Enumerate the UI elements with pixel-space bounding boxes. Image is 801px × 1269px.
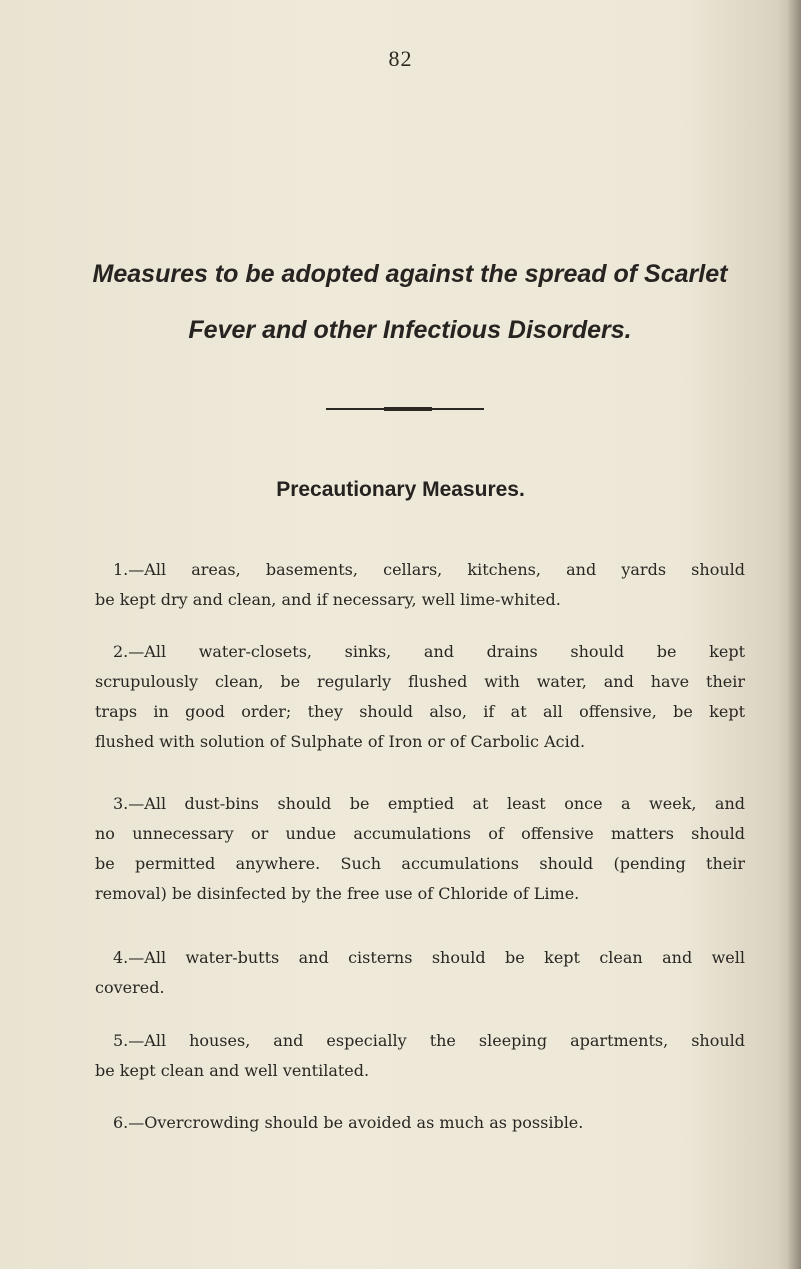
paragraph-line: removal) be disinfected by the free use of Chloride of Lime. [95,884,580,903]
section-heading: Precautionary Measures. [276,478,525,501]
paragraph-line: traps in good order; they should also, if at all offensive, be kept [95,702,745,721]
paragraph-line: 3.—All dust-bins should be emptied at least once a week, and [113,794,745,813]
paragraph-line: be kept clean and well ventilated. [95,1061,370,1080]
measure-paragraph-1 [95,555,745,615]
measure-paragraph-6 [95,1108,745,1138]
paragraph-line: no unnecessary or undue accumulations of offensive matters should [95,824,745,843]
paragraph-line: 1.—All areas, basements, cellars, kitchens, and yards should [113,560,745,579]
measure-paragraph-3 [95,789,745,909]
paragraph-line: 5.—All houses, and especially the sleeping apartments, should [113,1031,745,1050]
paragraph-line: flushed with solution of Sulphate of Iron or of Carbolic Acid. [95,732,586,751]
paragraph-line: be kept dry and clean, and if necessary, well lime-whited. [95,590,561,609]
paragraph-line: 2.—All water-closets, sinks, and drains should be kept [113,642,745,661]
paragraph-line: 4.—All water-butts and cisterns should be kept clean and well [113,948,745,967]
paragraph-line: covered. [95,978,165,997]
measure-paragraph-2 [95,637,745,757]
measure-paragraph-4 [95,943,745,1003]
measure-paragraph-5 [95,1026,745,1086]
page-number: 82 [388,46,413,71]
paragraph-line: 6.—Overcrowding should be avoided as much as possible. [113,1113,584,1132]
paragraph-line: be permitted anywhere. Such accumulations should (pending their [95,854,745,873]
title-divider-rule [326,408,484,410]
paragraph-line: scrupulously clean, be regularly flushed with water, and have their [95,672,745,691]
page-title-line-1: Measures to be adopted against the spread of Scarlet [92,260,728,288]
page-title-line-2: Fever and other Infectious Disorders. [188,316,632,344]
page-edge-shadow [787,0,801,1269]
